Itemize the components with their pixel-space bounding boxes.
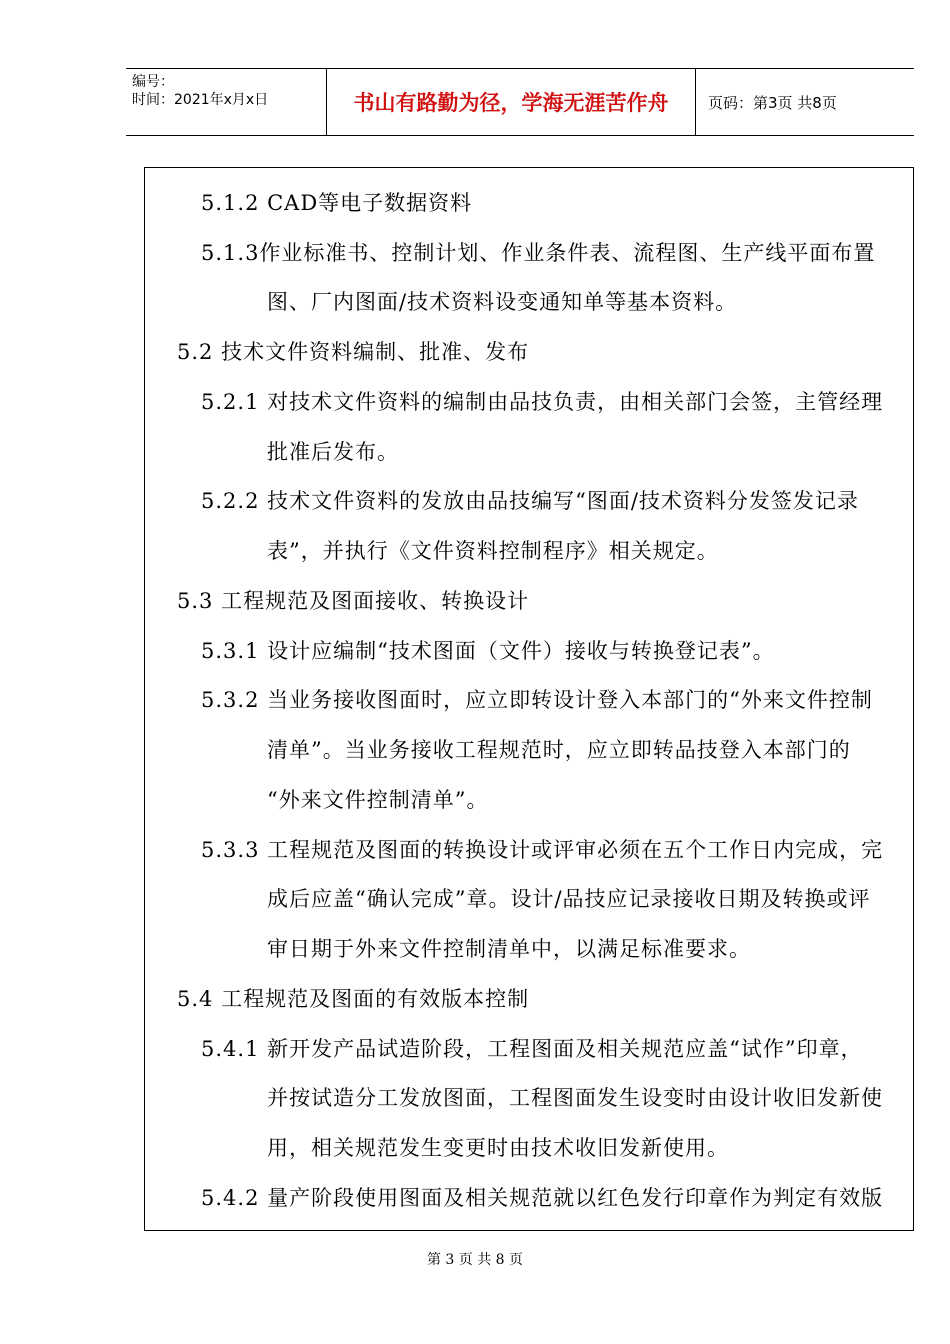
header-page-info: 页码：第3页 共8页 <box>708 93 837 112</box>
time-label: 时间：2021年x月x日 <box>132 92 269 108</box>
page-footer: 第 3 页 共 8 页 <box>426 1252 524 1268</box>
text-line: 表”，并执行《文件资料控制程序》相关规定。 <box>267 539 719 563</box>
text-line: 5.2.1 对技术文件资料的编制由品技负责，由相关部门会签，主管经理 <box>201 390 884 414</box>
text-line: 清单”。当业务接收工程规范时，应立即转品技登入本部门的 <box>267 738 851 762</box>
text-line: 用，相关规范发生变更时由技术收旧发新使用。 <box>267 1136 729 1160</box>
code-label: 编号： <box>132 74 174 90</box>
text-line: 5.4.1 新开发产品试造阶段，工程图面及相关规范应盖“试作”印章， <box>201 1037 863 1061</box>
text-line: 审日期于外来文件控制清单中，以满足标准要求。 <box>267 937 751 961</box>
header-motto: 书山有路勤为径，学海无涯苦作舟 <box>327 69 696 135</box>
text-line: 5.2 技术文件资料编制、批准、发布 <box>177 340 530 364</box>
text-line: “外来文件控制清单”。 <box>267 788 489 812</box>
text-line: 并按试造分工发放图面，工程图面发生设变时由设计收旧发新使 <box>267 1086 883 1110</box>
header-meta <box>126 69 327 135</box>
text-line: 5.3 工程规范及图面接收、转换设计 <box>177 589 530 613</box>
page-header <box>126 68 914 136</box>
text-line: 图、厂内图面/技术资料设变通知单等基本资料。 <box>267 290 738 314</box>
text-line: 5.1.3作业标准书、控制计划、作业条件表、流程图、生产线平面布置 <box>201 241 876 265</box>
content-box <box>144 167 914 1231</box>
text-line: 5.3.2 当业务接收图面时，应立即转设计登入本部门的“外来文件控制 <box>201 688 873 712</box>
text-line: 5.3.3 工程规范及图面的转换设计或评审必须在五个工作日内完成，完 <box>201 838 884 862</box>
text-line: 5.3.1 设计应编制“技术图面（文件）接收与转换登记表”。 <box>201 639 775 663</box>
text-line: 5.1.2 CAD等电子数据资料 <box>201 191 473 215</box>
text-line: 5.4.2 量产阶段使用图面及相关规范就以红色发行印章作为判定有效版 <box>201 1186 884 1210</box>
text-line: 成后应盖“确认完成”章。设计/品技应记录接收日期及转换或评 <box>267 887 871 911</box>
text-line: 5.2.2 技术文件资料的发放由品技编写“图面/技术资料分发签发记录 <box>201 489 859 513</box>
text-line: 批准后发布。 <box>267 440 399 464</box>
text-line: 5.4 工程规范及图面的有效版本控制 <box>177 987 530 1011</box>
